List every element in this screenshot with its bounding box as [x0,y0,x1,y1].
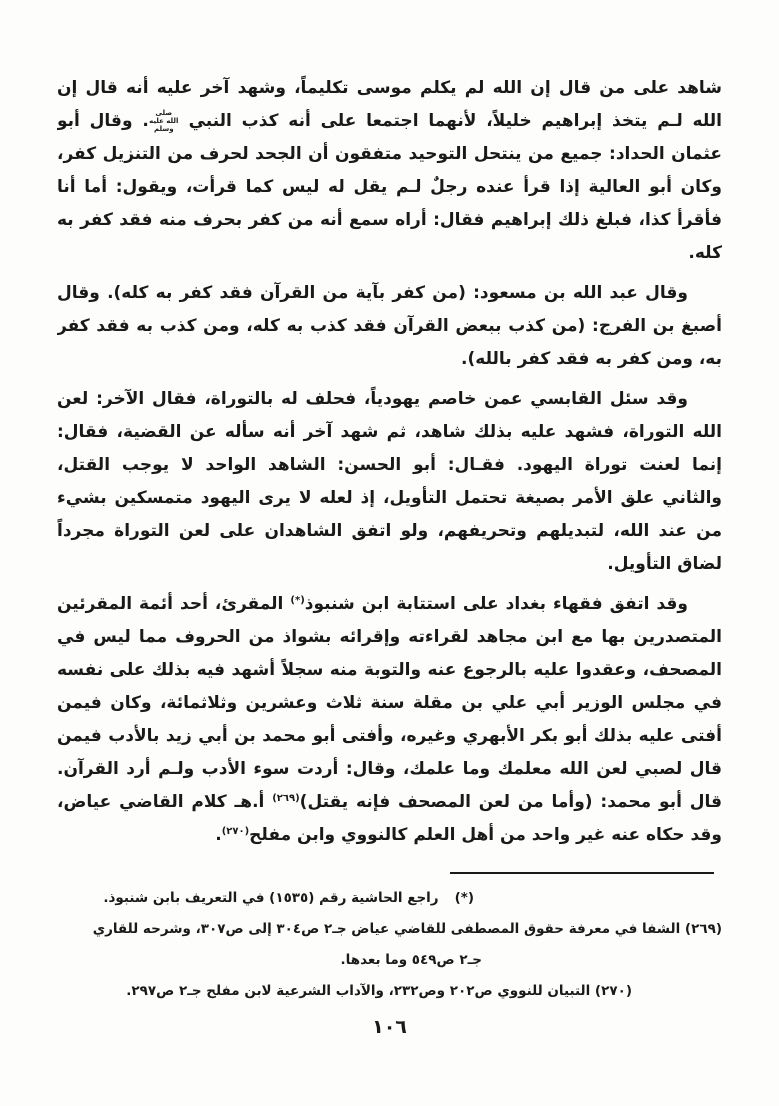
paragraph-2: وقال عبد الله بن مسعود: (من كفر بآية من القرآن فقد كفر به كله). وقال أصبغ بن الفرج: (من كذب ببعض القرآن فقد كذب به كله، ومن كذب به فقد كفر به، ومن كفر به فقد كفر بالله). [57,283,722,369]
footnote-ref-269: (٢٦٩) [272,793,300,804]
footnote-270: (٢٧٠) التبيان للنووي ص٢٠٢ وص٢٣٢، والآداب الشرعية لابن مفلح جـ٢ ص٢٩٧. [126,983,632,999]
footnote-ref-270: (٢٧٠) [221,826,250,837]
paragraph-4 [57,588,722,852]
paragraph-1-text-continued: . وقال أبو عثمان الحداد: جميع من ينتحل التوحيد متفقون أن الجحد لحرف من التنزيل كفر، وكان أبو العالية إذا قرأ عنده رجلٌ لـم يقل له ليس كما قرأت، ويقول: أما أنا فأقرأ كذا، فبلغ ذلك إبراهيم فقال: أراه سمع أنه من كفر بحرف منه فقد كفر به كله. [57,111,722,263]
footnote-separator-rule [450,872,714,874]
footnote-star-text: راجع الحاشية رقم (١٥٣٥) في التعريف بابن شنبوذ. [103,890,439,906]
page-number: ١٠٦ [372,1016,407,1038]
footnotes-section [57,872,722,1007]
paragraph-3: وقد سئل القابسي عمن خاصم يهودياً، فحلف له بالتوراة، فقال الآخر: لعن الله التوراة، فشهد عليه بذلك شاهد، ثم شهد آخر أنه سأله عن القضية، فقال: إنما لعنت توراة اليهود. فقـال: أبو الحسن: الشاهد الواحد لا يوجب القتل، والثاني علق الأمر بصيغة تحتمل التأويل، إذ لعله لا يرى اليهود متمسكين بشيء من عند الله، لتبديلهم وتحريفهم، ولو اتفق الشاهدان على لعن التوراة مجرداً لضاق التأويل. [57,389,722,574]
footnote-ref-star: (*) [290,595,305,606]
paragraph-1-text: شاهد على من قال إن الله لم يكلم موسى تكليماً، وشهد آخر عليه أنه قال إن الله لـم يتخذ إبراهيم خليلاً، لأنهما اجتمعا على أنه كذب النبي [57,78,722,131]
paragraph-1 [57,72,722,270]
paragraph-4-text: . [215,825,222,845]
paragraph-4-text: المقرئ، أحد أئمة المقرئين المتصدرين بها مع ابن مجاهد لقراءته وإقرائه بشواذ من الحروف مما ليس في المصحف، وعقدوا عليه بالرجوع عنه والتوبة منه سجلاً أشهد فيه بذلك على نفسه في مجلس الوزير أبي علي بن مقلة سنة ثلاث وعشرين وثلاثمائة، وكان فيمن أفتى عليه بذلك أبو بكر الأبهري وغيره، وأفتى أبو محمد بن أبي زيد بالأدب فيمن قال لصبي لعن الله معلمك وما علمك، وقال: أردت سوء الأدب ولـم أرد القرآن. قال أبو محمد: (وأما من لعن المصحف فإنه يقتل) [57,594,722,812]
footnote-269-line-1: (٢٦٩) الشفا في معرفة حقوق المصطفى للقاضي عياض جـ٢ ص٣٠٤ إلى ص٣٠٧، وشرحه للقاري [92,921,722,937]
footnote-star [57,883,722,914]
main-text-block [57,72,722,872]
paragraph-4-text: أ.هـ كلام القاضي عياض، وقد حكاه عنه غير واحد من أهل العلم كالنووي وابن مفلح [57,792,722,845]
prophet-honorific-mark: صلى الله عليه وسلم [149,108,179,133]
footnote-star-marker: (*) [454,890,474,906]
paragraph-4-text: وقد اتفق فقهاء بغداد على استتابة ابن شنبوذ [304,594,688,614]
footnote-269-line-2: جـ٢ ص٥٤٩ وما بعدها. [340,952,482,968]
